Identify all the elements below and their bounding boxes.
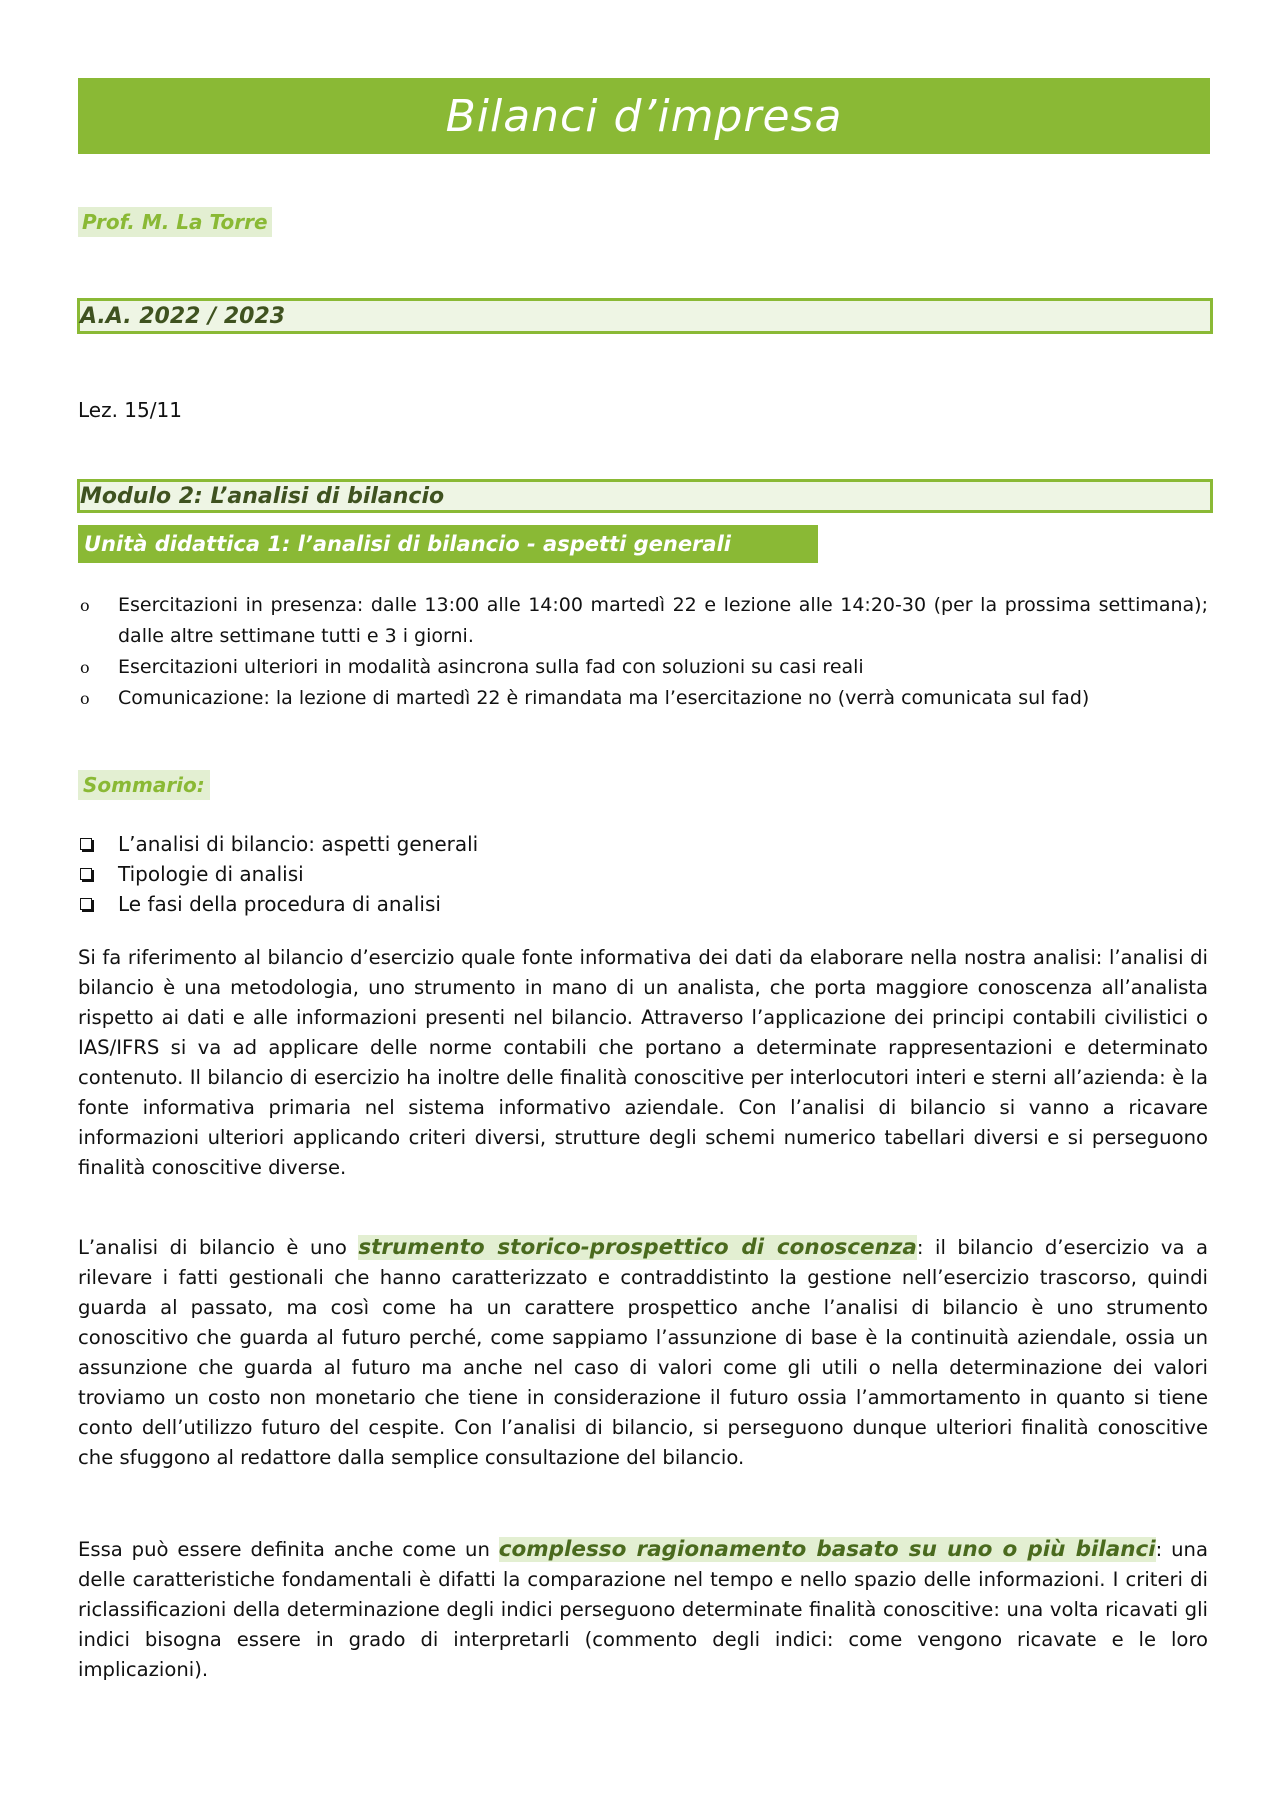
paragraph-2 (78, 1233, 1208, 1473)
list-item-text: Esercitazioni in presenza: dalle 13:00 alle 14:00 martedì 22 e lezione alle 14:20-30 (per la prossima settimana); dalle altre settimane tutti e 3 i giorni. (118, 594, 1208, 647)
bullet-icon: o (80, 596, 90, 615)
summary-list (78, 829, 778, 919)
module-box (77, 479, 1213, 513)
highlighted-term: complesso ragionamento basato su uno o più bilanci (498, 1537, 1156, 1562)
paragraph-text: : il bilancio d’esercizio va a rilevare i fatti gestionali che hanno caratterizzato e contraddistinto la gestione nell’esercizio trascorso, quindi guarda al passato, ma così come ha un carattere prospettico anche l’analisi di bilancio è uno strumento conoscitivo che guarda al futuro perché, come sappiamo l’assunzione di base è la continuità aziendale, ossia un assunzione che guarda al futuro ma anche nel caso di valori come gli utili o nella determinazione dei valori troviamo un costo non monetario che tiene in considerazione il futuro ossia l’ammortamento in quanto si tiene conto dell’utilizzo futuro del cespite. Con l’analisi di bilancio, si perseguono dunque ulteriori finalità conoscitive che sfuggono al redattore dalla semplice consultazione del bilancio. (78, 1236, 1208, 1469)
bullet-icon: o (80, 658, 90, 677)
document-title: Bilanci d’impresa (445, 90, 843, 142)
lecture-date: Lez. 15/11 (78, 398, 182, 422)
summary-heading: Sommario: (78, 770, 210, 800)
list-item-text: Comunicazione: la lezione di martedì 22 è rimandata ma l’esercitazione no (verrà comunicata sul fad) (118, 687, 1090, 709)
unit-title: Unità didattica 1: l’analisi di bilancio - aspetti generali (84, 532, 731, 556)
professor-name: Prof. M. La Torre (78, 207, 272, 237)
list-item-text: L’analisi di bilancio: aspetti generali (118, 832, 479, 856)
checkbox-bullet-icon (80, 868, 92, 880)
paragraph-3 (78, 1535, 1208, 1685)
list-item (78, 829, 778, 859)
list-item (78, 590, 1208, 652)
academic-year-box (77, 298, 1213, 334)
unit-banner (78, 525, 818, 563)
checkbox-bullet-icon (80, 898, 92, 910)
list-item-text: Esercitazioni ulteriori in modalità asincrona sulla fad con soluzioni su casi reali (118, 656, 864, 678)
checkbox-bullet-icon (80, 838, 92, 850)
paragraph-text: L’analisi di bilancio è uno (78, 1236, 359, 1259)
bullet-icon: o (80, 689, 90, 708)
list-item (78, 683, 1208, 714)
paragraph-1: Si fa riferimento al bilancio d’esercizio quale fonte informativa dei dati da elaborare nella nostra analisi: l’analisi di bilancio è una metodologia, uno strumento in mano di un analista, che porta maggiore conoscenza all’analista rispetto ai dati e alle informazioni presenti nel bilancio. Attraverso l’applicazione dei principi contabili civilistici o IAS/IFRS si va ad applicare delle norme contabili che portano a determinate rappresentazioni e determinato contenuto. Il bilancio di esercizio ha inoltre delle finalità conoscitive per interlocutori interi e sterni all’azienda: è la fonte informativa primaria nel sistema informativo aziendale. Con l’analisi di bilancio si vanno a ricavare informazioni ulteriori applicando criteri diversi, strutture degli schemi numerico tabellari diversi e si perseguono finalità conoscitive diverse. (78, 946, 1208, 1179)
paragraph-text: Essa può essere definita anche come un (78, 1538, 499, 1561)
list-item (78, 652, 1208, 683)
list-item (78, 889, 778, 919)
list-item-text: Le fasi della procedura di analisi (118, 892, 441, 916)
list-item (78, 859, 778, 889)
module-title: Modulo 2: L’analisi di bilancio (80, 483, 445, 509)
academic-year: A.A. 2022 / 2023 (80, 303, 286, 329)
paragraph-text: : una delle caratteristiche fondamentali è difatti la comparazione nel tempo e nello spazio delle informazioni. I criteri di riclassificazioni della determinazione degli indici perseguono determinate finalità conoscitive: una volta ricavati gli indici bisogna essere in grado di interpretarli (commento degli indici: come vengono ricavate e le loro implicazioni). (78, 1538, 1208, 1681)
highlighted-term: strumento storico-prospettico di conoscenza (358, 1235, 917, 1260)
title-banner (78, 78, 1210, 154)
list-item-text: Tipologie di analisi (118, 862, 304, 886)
notice-list (78, 590, 1208, 714)
